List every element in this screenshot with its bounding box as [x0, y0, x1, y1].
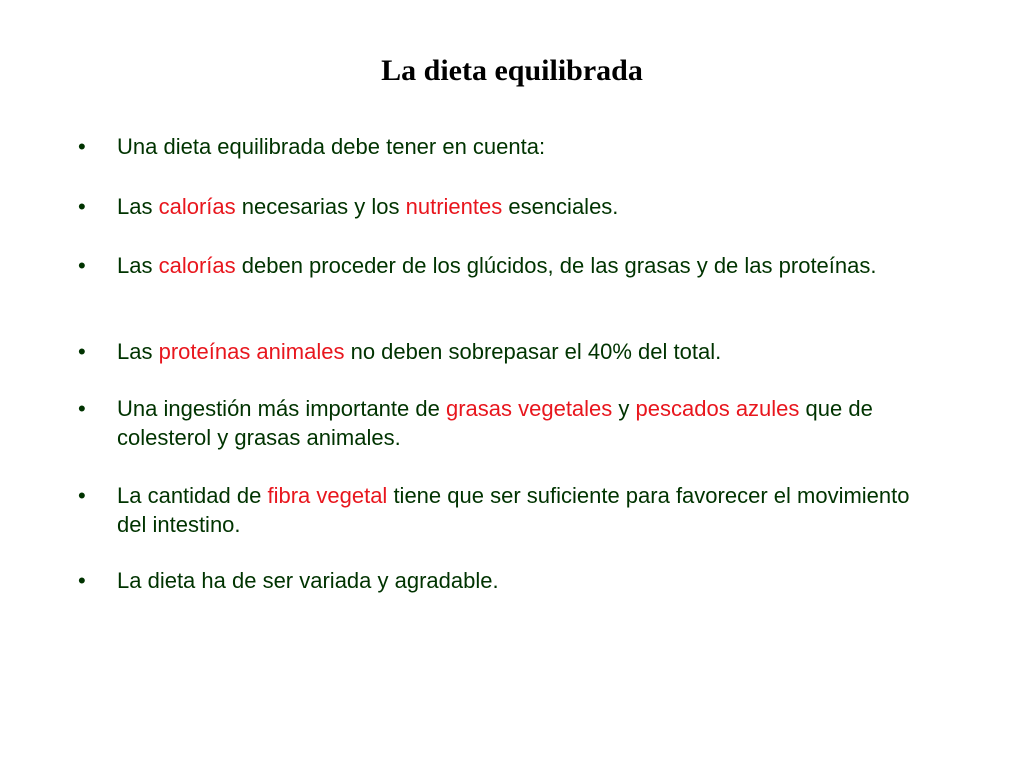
bullet-text: [117, 394, 917, 452]
text-segment: Las: [117, 194, 159, 219]
bullet-text: [117, 566, 917, 595]
bullet-text: [117, 251, 917, 280]
highlighted-term: pescados azules: [635, 396, 800, 421]
highlighted-term: fibra vegetal: [267, 483, 388, 508]
bullet-glyph: •: [78, 134, 86, 159]
slide-title: La dieta equilibrada: [381, 54, 643, 87]
text-segment: La dieta ha de ser variada y agradable.: [117, 568, 499, 593]
text-segment: y: [612, 396, 636, 421]
text-segment: La cantidad de: [117, 483, 268, 508]
highlighted-term: nutrientes: [405, 194, 503, 219]
text-segment: Una dieta equilibrada debe tener en cuenta:: [117, 134, 546, 159]
text-segment: proteínas.: [778, 253, 877, 278]
text-segment: no deben sobrepasar el 40% del total.: [344, 339, 722, 364]
bullet-glyph: •: [78, 339, 86, 364]
highlighted-term: grasas vegetales: [445, 396, 613, 421]
text-segment: Las: [117, 339, 159, 364]
text-segment: esenciales.: [502, 194, 619, 219]
bullet-text: [117, 132, 917, 161]
bullet-text: [117, 337, 917, 366]
bullet-glyph: •: [78, 568, 86, 593]
highlighted-term: calorías: [158, 194, 236, 219]
bullet-glyph: •: [78, 483, 86, 508]
bullet-glyph: •: [78, 396, 86, 421]
highlighted-term: proteínas animales: [158, 339, 345, 364]
bullet-glyph: •: [78, 253, 86, 278]
bullet-text: [117, 481, 917, 539]
text-segment: tiene que ser suficiente para favorecer el movimiento del intestino.: [117, 483, 910, 537]
bullet-glyph: •: [78, 194, 86, 219]
bullet-text: [117, 192, 917, 221]
text-segment: que de colesterol y grasas animales.: [117, 396, 873, 450]
text-segment: deben proceder de los glúcidos, de las grasas y de las: [235, 253, 779, 278]
highlighted-term: calorías: [158, 253, 236, 278]
text-segment: necesarias y los: [235, 194, 406, 219]
text-segment: Las: [117, 253, 159, 278]
text-segment: Una ingestión más importante de: [117, 396, 446, 421]
